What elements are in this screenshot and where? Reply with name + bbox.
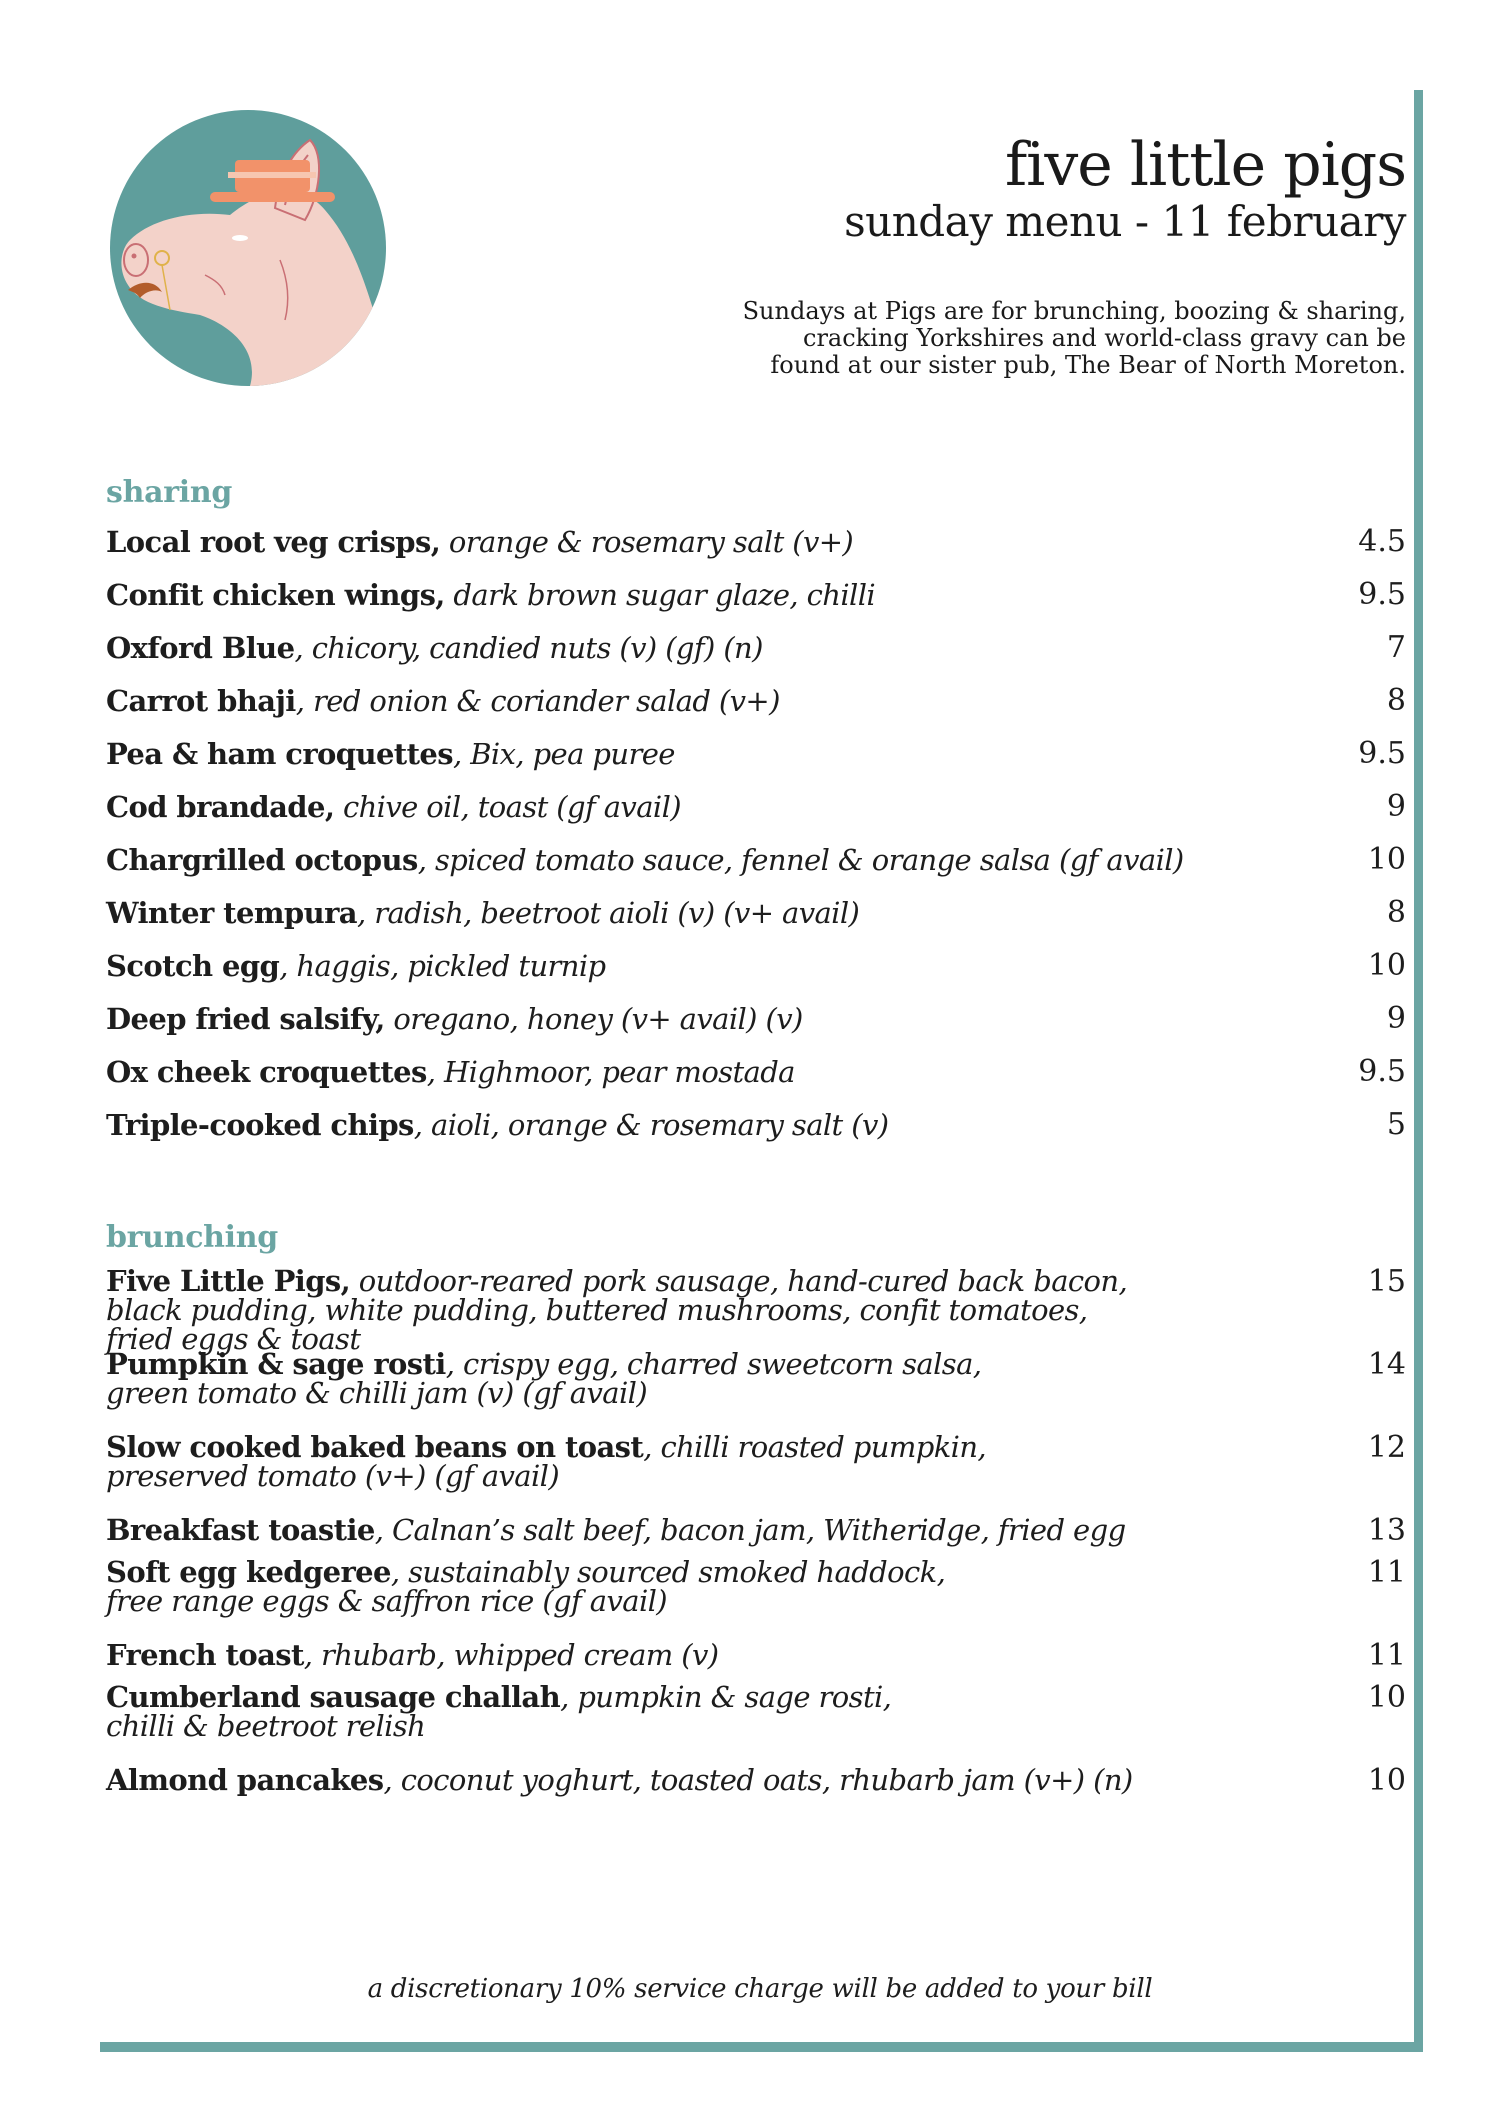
menu-item-detail: , red onion & coriander salad (v+): [295, 684, 780, 718]
menu-item-description: [106, 628, 1306, 668]
menu-item: [106, 840, 1406, 893]
section-sharing: [106, 475, 1406, 1158]
menu-item: [106, 999, 1406, 1052]
section-brunching: [106, 1220, 1406, 1808]
menu-item-detail: , Highmoor, pear mostada: [426, 1055, 795, 1089]
menu-item-description: [106, 1052, 1306, 1092]
menu-item-name: Carrot bhaji: [106, 684, 296, 718]
menu-item-detail: , Calnan’s salt beef, bacon jam, Witheridge, fried egg: [374, 1513, 1126, 1547]
menu-item-price: 9: [1386, 789, 1406, 824]
menu-item-name: Ox cheek croquettes: [106, 1055, 427, 1089]
menu-item-price: 15: [1367, 1264, 1406, 1299]
menu-item: [106, 1638, 1406, 1683]
menu-item-detail: , haggis, pickled turnip: [279, 949, 606, 983]
menu-item-detail: , pumpkin & sage rosti, chilli & beetroot relish: [106, 1680, 892, 1743]
menu-item-name: Triple-cooked chips: [106, 1108, 414, 1142]
menu-item-name: Pea & ham croquettes: [106, 737, 453, 771]
service-charge-note: a discretionary 10% service charge will be added to your bill: [367, 1974, 1153, 2004]
menu-item-name: French toast: [106, 1638, 304, 1672]
menu-item-name: Scotch egg: [106, 949, 280, 983]
menu-item-detail: , aioli, orange & rosemary salt (v): [413, 1108, 889, 1142]
menu-item-detail: , spiced tomato sauce, fennel & orange salsa (gf avail): [417, 843, 1184, 877]
menu-item-name: Local root veg crisps,: [106, 525, 441, 559]
menu-item-price: 9.5: [1358, 1054, 1406, 1089]
menu-item-description: [106, 1264, 1306, 1356]
page-title: five little pigs: [1004, 130, 1406, 200]
menu-item-price: 13: [1367, 1513, 1406, 1548]
menu-item-price: 10: [1367, 842, 1406, 877]
menu-item-name: Soft egg kedgeree: [106, 1555, 391, 1589]
section-title: brunching: [106, 1220, 278, 1255]
menu-item-description: [106, 1430, 1306, 1493]
menu-item-description: [106, 1680, 1306, 1743]
pig-with-hat-icon: [110, 110, 386, 386]
menu-item-price: 7: [1386, 630, 1406, 665]
menu-list: [106, 522, 1406, 1158]
menu-item-description: [106, 840, 1306, 880]
menu-item: [106, 1513, 1406, 1558]
page-border-right: [1414, 90, 1423, 2052]
menu-item-description: [106, 1763, 1306, 1797]
menu-item-price: 9.5: [1358, 577, 1406, 612]
menu-item: [106, 1680, 1406, 1766]
menu-item-description: [106, 787, 1306, 827]
menu-item-name: Cumberland sausage challah: [106, 1680, 561, 1714]
menu-item-price: 9.5: [1358, 736, 1406, 771]
menu-list: [106, 1264, 1406, 1808]
menu-item-price: 8: [1386, 895, 1406, 930]
menu-item-description: [106, 681, 1306, 721]
menu-item-name: Five Little Pigs,: [106, 1264, 351, 1298]
menu-item: [106, 1264, 1406, 1356]
menu-item-detail: chive oil, toast (gf avail): [334, 790, 681, 824]
menu-item: [106, 1347, 1406, 1433]
menu-item: [106, 628, 1406, 681]
menu-item-description: [106, 575, 1306, 615]
menu-item-name: Chargrilled octopus: [106, 843, 418, 877]
menu-item-name: Deep fried salsify,: [106, 1002, 385, 1036]
menu-item-name: Oxford Blue: [106, 631, 295, 665]
menu-item: [106, 1052, 1406, 1105]
intro-line: found at our sister pub, The Bear of North Moreton.: [770, 351, 1406, 379]
menu-item-detail: , coconut yoghurt, toasted oats, rhubarb jam (v+) (n): [383, 1763, 1133, 1797]
menu-item-detail: , crispy egg, charred sweetcorn salsa, green tomato & chilli jam (v) (gf avail): [106, 1347, 982, 1410]
menu-item-price: 11: [1367, 1638, 1406, 1673]
menu-item-description: [106, 946, 1306, 986]
menu-item: [106, 893, 1406, 946]
menu-item-detail: , radish, beetroot aioli (v) (v+ avail): [356, 896, 860, 930]
menu-item: [106, 681, 1406, 734]
menu-item-name: Almond pancakes: [106, 1763, 384, 1797]
menu-item-name: Breakfast toastie: [106, 1513, 375, 1547]
menu-item: [106, 734, 1406, 787]
menu-item: [106, 575, 1406, 628]
menu-item-detail: , chilli roasted pumpkin, preserved tomato (v+) (gf avail): [106, 1430, 987, 1493]
menu-item-description: [106, 1513, 1306, 1547]
menu-item-price: 11: [1367, 1555, 1406, 1590]
menu-item-price: 5: [1386, 1107, 1406, 1142]
menu-item-description: [106, 1638, 1306, 1672]
menu-item-price: 10: [1367, 948, 1406, 983]
menu-item-detail: outdoor-reared pork sausage, hand-cured back bacon, black pudding, white pudding, buttered mushrooms, confit tomatoes, fried eggs & toast: [106, 1264, 1128, 1356]
header: [844, 132, 1406, 246]
menu-item-name: Cod brandade,: [106, 790, 335, 824]
menu-item-detail: dark brown sugar glaze, chilli: [444, 578, 876, 612]
menu-item-price: 8: [1386, 683, 1406, 718]
menu-item-detail: orange & rosemary salt (v+): [440, 525, 854, 559]
menu-item-detail: , sustainably sourced smoked haddock, free range eggs & saffron rice (gf avail): [106, 1555, 946, 1618]
menu-item-description: [106, 522, 1306, 562]
menu-item-description: [106, 734, 1306, 774]
intro-line: Sundays at Pigs are for brunching, boozing & sharing,: [742, 297, 1406, 325]
section-title: sharing: [106, 475, 233, 510]
menu-item-price: 9: [1386, 1001, 1406, 1036]
page-subtitle: sunday menu - 11 february: [844, 197, 1406, 246]
menu-item: [106, 522, 1406, 575]
menu-item-name: Slow cooked baked beans on toast: [106, 1430, 644, 1464]
menu-item-description: [106, 1105, 1306, 1145]
menu-item-price: 14: [1367, 1347, 1406, 1382]
menu-item-description: [106, 999, 1306, 1039]
menu-item-price: 10: [1367, 1680, 1406, 1715]
menu-item-description: [106, 893, 1306, 933]
menu-item: [106, 1763, 1406, 1808]
menu-item-description: [106, 1347, 1306, 1410]
intro-text: [626, 298, 1406, 379]
menu-item: [106, 946, 1406, 999]
menu-item-description: [106, 1555, 1306, 1618]
menu-item-price: 4.5: [1358, 524, 1406, 559]
menu-item-detail: oregano, honey (v+ avail) (v): [384, 1002, 803, 1036]
menu-item-price: 10: [1367, 1763, 1406, 1798]
menu-item-detail: , rhubarb, whipped cream (v): [303, 1638, 719, 1672]
menu-item: [106, 1105, 1406, 1158]
menu-item-price: 12: [1367, 1430, 1406, 1465]
menu-item-detail: , Bix, pea puree: [452, 737, 675, 771]
menu-item-name: Pumpkin & sage rosti: [106, 1347, 446, 1381]
menu-item: [106, 1430, 1406, 1516]
menu-item-name: Confit chicken wings,: [106, 578, 445, 612]
menu-item-name: Winter tempura: [106, 896, 357, 930]
menu-item: [106, 787, 1406, 840]
page-border-bottom: [100, 2042, 1423, 2052]
intro-line: cracking Yorkshires and world-class gravy can be: [803, 324, 1406, 352]
menu-item-detail: , chicory, candied nuts (v) (gf) (n): [294, 631, 763, 665]
menu-item: [106, 1555, 1406, 1641]
